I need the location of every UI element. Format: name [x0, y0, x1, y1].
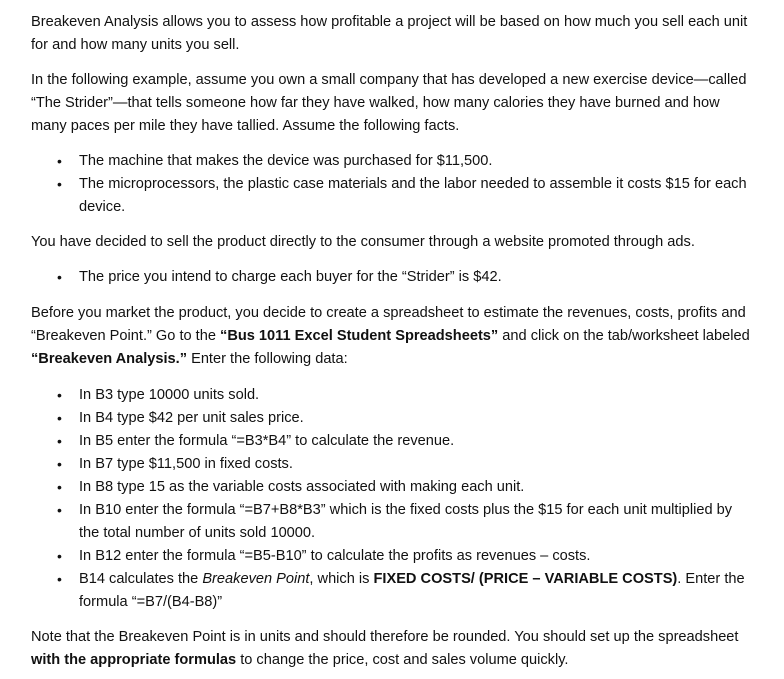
note-emphasis: with the appropriate formulas	[31, 652, 237, 668]
bullet-icon: •	[57, 433, 62, 449]
breakeven-term: Breakeven Point	[202, 571, 310, 587]
list-item: • In B7 type $11,500 in fixed costs.	[31, 453, 753, 476]
steps-list	[31, 384, 753, 614]
bullet-icon: •	[57, 387, 62, 403]
sell-direct-paragraph: You have decided to sell the product directly to the consumer through a website promoted through ads.	[31, 234, 695, 250]
bullet-icon: •	[57, 479, 62, 495]
bullet-icon: •	[57, 571, 62, 587]
list-item: • The microprocessors, the plastic case materials and the labor needed to assemble it costs $15 for each device.	[31, 173, 753, 219]
list-item: • The price you intend to charge each buyer for the “Strider” is $42.	[31, 266, 753, 289]
bullet-icon: •	[57, 269, 62, 285]
breakeven-formula: FIXED COSTS/ (PRICE – VARIABLE COSTS)	[373, 571, 678, 587]
bullet-icon: •	[57, 456, 62, 472]
facts-list	[31, 150, 753, 219]
list-item: • In B8 type 15 as the variable costs associated with making each unit.	[31, 476, 753, 499]
price-list	[31, 266, 753, 289]
note-paragraph: Note that the Breakeven Point is in units and should therefore be rounded. You should set up the spreadsheet with the appropriate formulas to change the price, cost and sales volume quickly.	[31, 629, 739, 668]
document-body	[31, 11, 753, 672]
list-item: • In B12 enter the formula “=B5-B10” to calculate the profits as revenues – costs.	[31, 545, 753, 568]
bullet-icon: •	[57, 410, 62, 426]
intro-paragraph: Breakeven Analysis allows you to assess how profitable a project will be based on how much you sell each unit for and how many units you sell.	[31, 14, 748, 53]
bullet-icon: •	[57, 548, 62, 564]
list-item: • In B3 type 10000 units sold.	[31, 384, 753, 407]
bullet-icon: •	[57, 176, 62, 192]
list-item: • In B10 enter the formula “=B7+B8*B3” which is the fixed costs plus the $15 for each unit multiplied by the total number of units sold 10000.	[31, 499, 753, 545]
list-item: • In B4 type $42 per unit sales price.	[31, 407, 753, 430]
bullet-icon: •	[57, 502, 62, 518]
worksheet-name: “Breakeven Analysis.”	[31, 351, 188, 367]
list-item: • B14 calculates the Breakeven Point, which is FIXED COSTS/ (PRICE – VARIABLE COSTS). Enter the formula “=B7/(B4-B8)”	[31, 568, 753, 614]
spreadsheet-name: “Bus 1011 Excel Student Spreadsheets”	[220, 328, 499, 344]
bullet-icon: •	[57, 153, 62, 169]
list-item: • In B5 enter the formula “=B3*B4” to calculate the revenue.	[31, 430, 753, 453]
example-paragraph: In the following example, assume you own a small company that has developed a new exercise device—called “The Strider”—that tells someone how far they have walked, how many calories they have burned and how many paces per mile they have tallied. Assume the following facts.	[31, 72, 747, 134]
instructions-paragraph: Before you market the product, you decide to create a spreadsheet to estimate the revenues, costs, profits and “Breakeven Point.” Go to the “Bus 1011 Excel Student Spreadsheets” and click on the tab/worksheet labeled “Breakeven Analysis.” Enter the following data:	[31, 305, 750, 367]
list-item: • The machine that makes the device was purchased for $11,500.	[31, 150, 753, 173]
